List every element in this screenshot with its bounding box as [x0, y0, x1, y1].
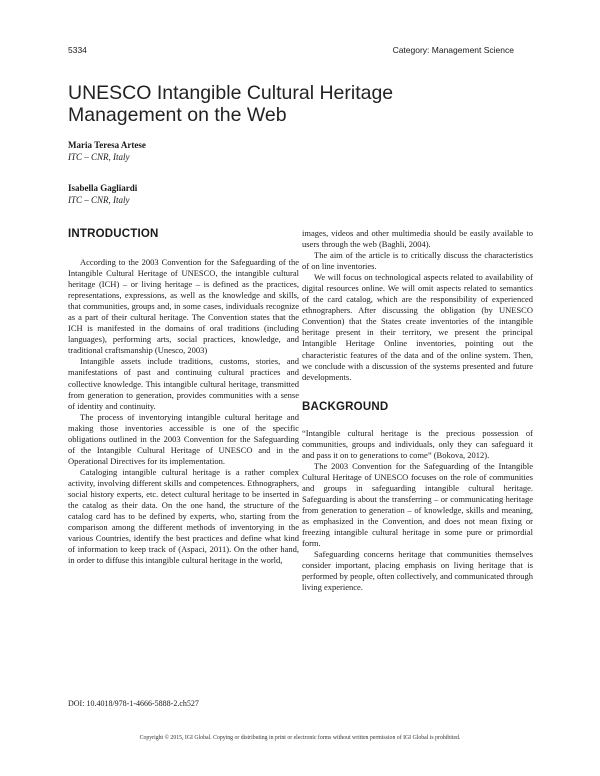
- body-paragraph: According to the 2003 Convention for the Safeguarding of the Intangible Cultural Heritage of UNESCO, the intangible cultural heritage (ICH) – or living heritage – is defined as the practices, representations, expressions, as well as the knowledge and skills, that communities, groups and, in some cases, individuals recognize as a part of their cultural heritage. The Convention states that the ICH is manifested in the domains of oral traditions (including languages), performing arts, social practices, knowledge, and traditional craftsmanship (Unesco, 2003): [68, 257, 299, 356]
- right-column: [302, 228, 533, 593]
- author-name: Maria Teresa Artese: [68, 140, 146, 150]
- author-affiliation: ITC – CNR, Italy: [68, 195, 130, 205]
- body-paragraph: Safeguarding concerns heritage that communities themselves consider important, placing emphasis on living heritage that is performed by people, often collectively, and communicated through living experience.: [302, 549, 533, 593]
- doi-line: DOI: 10.4018/978-1-4666-5888-2.ch527: [68, 699, 199, 708]
- body-paragraph: The 2003 Convention for the Safeguarding of the Intangible Cultural Heritage of UNESCO focuses on the role of communities and groups in safeguarding intangible cultural heritage. Safeguarding is about the transferring – or communicating heritage from generation to generation – of knowledge, skills and meaning, as emphasized in the Convention, and does not mean fixing or freezing intangible cultural heritage in some pure or primordial form.: [302, 460, 533, 549]
- author-block: [68, 182, 137, 206]
- left-column: [68, 228, 299, 566]
- copyright-notice: Copyright © 2015, IGI Global. Copying or distributing in print or electronic forms without written permission of IGI Global is prohibited.: [139, 735, 461, 741]
- body-paragraph: Cataloging intangible cultural heritage is a rather complex activity, involving different skills and competences. Ethnographers, social history experts, etc. detect cultural heritage to be inserted in the catalog as their data. On the one hand, the structure of the catalog card has to be defined by experts, who, starting from the comparison among the different methods of inventorying in the various Countries, identify the best practices and define what kind of information to keep track of (Aspaci, 2011). On the other hand, in order to diffuse this intangible cultural heritage in the world,: [68, 466, 299, 566]
- body-paragraph: We will focus on technological aspects related to availability of digital resources online. We will omit aspects related to semantics of the card catalog, which are the responsibility of experienced ethnographers. After discussing the obligation (by UNESCO Convention) that the States create inventories of the intangible heritage present in their territory, we present the principal Intangible Heritage Online inventories, pointing out the characteristic features of the data and of the online system. Then, we conclude with a discussion of the systems presented and future developments.: [302, 272, 533, 382]
- body-paragraph: “Intangible cultural heritage is the precious possession of communities, groups and individuals, only they can safeguard it and pass it on to generations to come” (Bokova, 2012).: [302, 427, 533, 460]
- article-title: UNESCO Intangible Cultural Heritage Management on the Web: [68, 82, 394, 126]
- introduction-heading: INTRODUCTION: [68, 228, 159, 240]
- category-label: Category: Management Science: [392, 45, 514, 55]
- author-block: [68, 139, 146, 163]
- background-heading: BACKGROUND: [302, 400, 389, 413]
- body-paragraph: Intangible assets include traditions, customs, stories, and manifestations of past and continuing cultural practices and collective knowledge. This intangible cultural heritage, transmitted from generation to generation, provides communities with a sense of identity and continuity.: [68, 356, 299, 411]
- page-number: 5334: [68, 45, 87, 55]
- author-name: Isabella Gagliardi: [68, 183, 138, 193]
- body-paragraph: The aim of the article is to critically discuss the characteristics of on line inventories.: [302, 250, 533, 272]
- body-paragraph: images, videos and other multimedia should be easily available to users through the web (Baghli, 2004).: [302, 228, 533, 250]
- author-affiliation: ITC – CNR, Italy: [68, 152, 130, 162]
- body-paragraph: The process of inventorying intangible cultural heritage and making those inventories accessible is one of the specific obligations outlined in the 2003 Convention for the Safeguarding of the Intangible Cultural Heritage of UNESCO and in the Operational Directives for its implementation.: [68, 411, 299, 466]
